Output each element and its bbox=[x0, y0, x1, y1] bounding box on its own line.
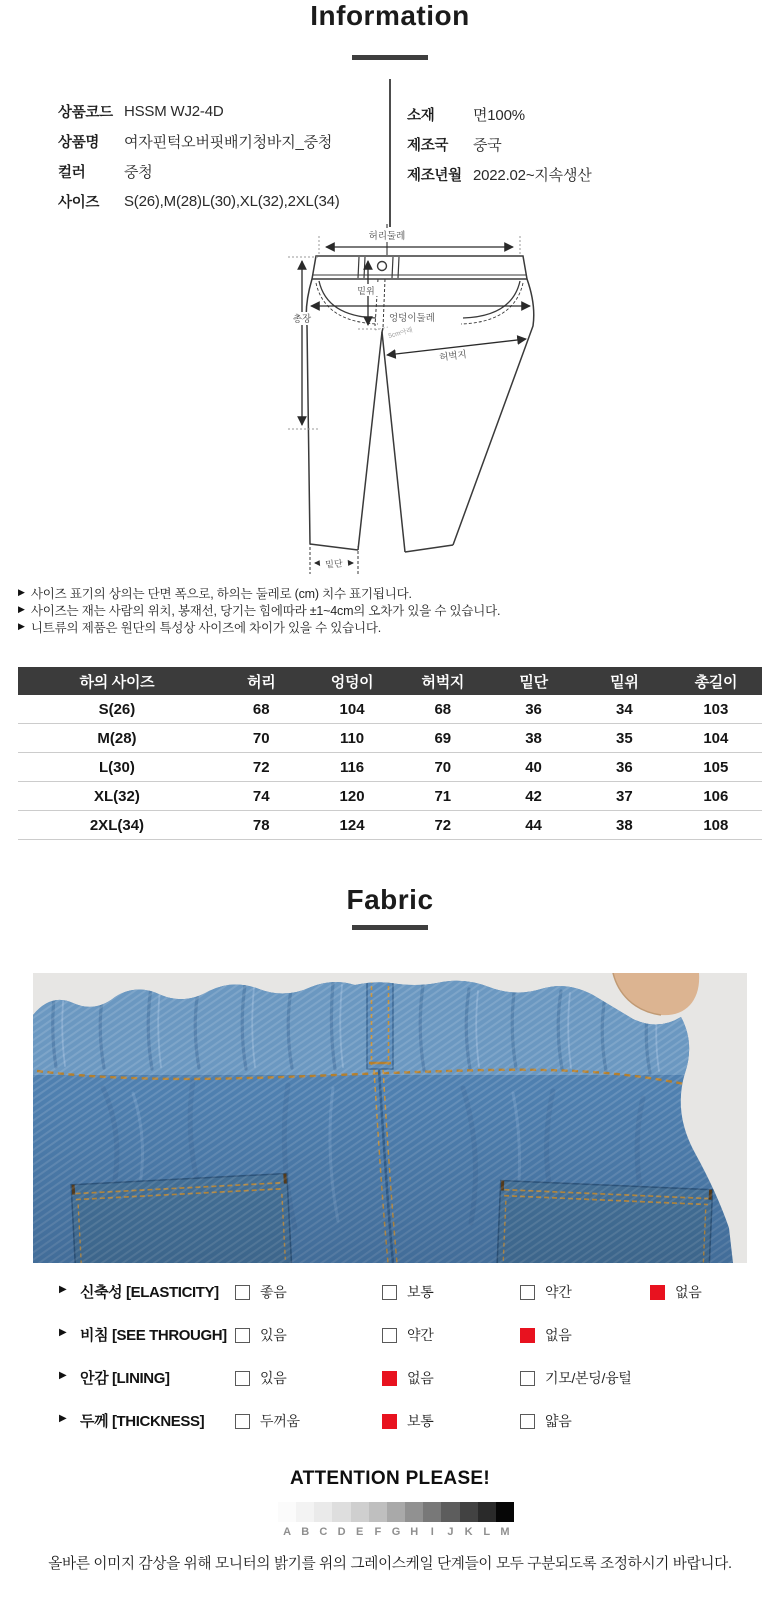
product-info-row bbox=[407, 159, 592, 189]
size-table-cell: 124 bbox=[307, 811, 398, 840]
size-table-row bbox=[18, 753, 762, 782]
size-table-cell: XL(32) bbox=[18, 782, 216, 811]
size-table-cell: 42 bbox=[488, 782, 579, 811]
grayscale-step bbox=[441, 1502, 459, 1522]
grayscale-letter: M bbox=[500, 1526, 510, 1538]
triangle-bullet-icon: ▶ bbox=[18, 621, 25, 631]
fabric-section-title: Fabric bbox=[346, 884, 434, 915]
grayscale-letter: J bbox=[447, 1526, 454, 1538]
size-table-cell: 106 bbox=[670, 782, 762, 811]
grayscale-letters bbox=[278, 1526, 514, 1538]
size-table-cell: L(30) bbox=[18, 753, 216, 782]
grayscale-letter: E bbox=[356, 1526, 364, 1538]
size-table-cell: 38 bbox=[579, 811, 670, 840]
fabric-option-label: 좋음 bbox=[260, 1284, 287, 1300]
product-info-right-column bbox=[407, 99, 592, 189]
fabric-property-row bbox=[0, 1409, 780, 1431]
grayscale-step bbox=[478, 1502, 496, 1522]
product-info-value: 면100% bbox=[473, 106, 525, 124]
checked-box-icon bbox=[520, 1328, 535, 1343]
size-table-cell: 72 bbox=[216, 753, 307, 782]
fabric-option bbox=[382, 1368, 433, 1388]
size-table-cell: 116 bbox=[307, 753, 398, 782]
fabric-option-label: 보통 bbox=[407, 1413, 434, 1429]
fabric-option-label: 없음 bbox=[407, 1370, 434, 1386]
checked-box-icon bbox=[650, 1285, 665, 1300]
information-title-underline bbox=[352, 55, 428, 60]
product-info-label: 제조년월 bbox=[407, 167, 462, 184]
size-table-cell: 36 bbox=[579, 753, 670, 782]
triangle-bullet-icon: ▶ bbox=[59, 1370, 67, 1381]
fabric-option bbox=[382, 1282, 433, 1302]
fabric-option bbox=[520, 1325, 571, 1345]
size-table-cell: 2XL(34) bbox=[18, 811, 216, 840]
size-table-row bbox=[18, 782, 762, 811]
fabric-property-label: 신축성 [ELASTICITY] bbox=[80, 1284, 219, 1301]
diagram-rise-label: 밑위 bbox=[357, 286, 375, 296]
fabric-option bbox=[520, 1411, 571, 1431]
information-section-title: Information bbox=[310, 0, 470, 31]
attention-title: ATTENTION PLEASE! bbox=[289, 1468, 491, 1489]
diagram-hip-note: 5cm아래 bbox=[387, 326, 414, 340]
product-info-row bbox=[58, 156, 340, 186]
size-table-cell: 105 bbox=[670, 753, 762, 782]
fabric-option bbox=[650, 1282, 701, 1302]
size-note-text: 니트류의 제품은 원단의 특성상 사이즈에 차이가 있을 수 있습니다. bbox=[30, 620, 382, 635]
grayscale-letter: K bbox=[464, 1526, 473, 1538]
size-table-header-cell: 허리 bbox=[216, 667, 307, 695]
size-table-cell: 70 bbox=[397, 753, 488, 782]
triangle-bullet-icon: ▶ bbox=[18, 587, 25, 597]
diagram-thigh-label: 허벅지 bbox=[438, 349, 468, 364]
unchecked-box-icon bbox=[235, 1371, 250, 1386]
checked-box-icon bbox=[382, 1371, 397, 1386]
unchecked-box-icon bbox=[235, 1328, 250, 1343]
size-table-cell: 34 bbox=[579, 695, 670, 724]
size-note bbox=[18, 618, 500, 635]
product-info-value: 중청 bbox=[124, 163, 153, 181]
grayscale-letter: F bbox=[374, 1526, 382, 1538]
size-table-row bbox=[18, 724, 762, 753]
grayscale-letter: C bbox=[319, 1526, 328, 1538]
fabric-title-underline bbox=[352, 925, 428, 930]
product-info-label: 상품코드 bbox=[58, 104, 113, 121]
product-info-row bbox=[407, 99, 592, 129]
size-table-cell: 71 bbox=[397, 782, 488, 811]
grayscale-step bbox=[423, 1502, 441, 1522]
size-table-cell: 70 bbox=[216, 724, 307, 753]
fabric-property-row bbox=[0, 1366, 780, 1388]
grayscale-letter: G bbox=[391, 1526, 401, 1538]
size-table-header-row bbox=[18, 667, 762, 695]
size-table-header-cell: 밑단 bbox=[488, 667, 579, 695]
fabric-option-label: 보통 bbox=[407, 1284, 434, 1300]
grayscale-step bbox=[405, 1502, 423, 1522]
fabric-option bbox=[520, 1282, 571, 1302]
size-table-header-cell: 허벅지 bbox=[397, 667, 488, 695]
monitor-calibration-note: 올바른 이미지 감상을 위해 모니터의 밝기를 위의 그레이스케일 단계들이 모두 구분되도록 조정하시기 바랍니다. bbox=[48, 1556, 732, 1572]
grayscale-step bbox=[314, 1502, 332, 1522]
size-table-cell: M(28) bbox=[18, 724, 216, 753]
grayscale-letter: I bbox=[430, 1526, 434, 1538]
product-info-row bbox=[407, 129, 592, 159]
grayscale-bar bbox=[278, 1502, 514, 1522]
product-info-row bbox=[58, 96, 340, 126]
size-table-cell: 44 bbox=[488, 811, 579, 840]
product-info-value: S(26),M(28)L(30),XL(32),2XL(34) bbox=[124, 192, 340, 210]
size-table-header-cell: 엉덩이 bbox=[307, 667, 398, 695]
fabric-property-row bbox=[0, 1280, 780, 1302]
product-info-row bbox=[58, 126, 340, 156]
size-note-text: 사이즈 표기의 상의는 단면 폭으로, 하의는 둘레로 (cm) 치수 표기됩니다. bbox=[30, 586, 412, 601]
size-table-cell: 37 bbox=[579, 782, 670, 811]
grayscale-letter: B bbox=[301, 1526, 310, 1538]
fabric-option bbox=[520, 1368, 632, 1388]
fabric-option-label: 약간 bbox=[407, 1327, 434, 1343]
unchecked-box-icon bbox=[235, 1285, 250, 1300]
size-table-header-cell: 하의 사이즈 bbox=[18, 667, 216, 695]
product-info-label: 소재 bbox=[407, 107, 435, 124]
fabric-property-row bbox=[0, 1323, 780, 1345]
product-info-label: 상품명 bbox=[58, 134, 100, 151]
product-info-row bbox=[58, 186, 340, 216]
size-table-cell: 103 bbox=[670, 695, 762, 724]
triangle-bullet-icon: ▶ bbox=[59, 1413, 67, 1424]
fabric-option-label: 있음 bbox=[260, 1327, 287, 1343]
size-table-cell: 68 bbox=[216, 695, 307, 724]
unchecked-box-icon bbox=[382, 1285, 397, 1300]
fabric-option-label: 있음 bbox=[260, 1370, 287, 1386]
grayscale-step bbox=[369, 1502, 387, 1522]
diagram-hem-label: 밑단 bbox=[324, 558, 344, 570]
product-info-value: 여자핀턱오버핏배기청바지_중청 bbox=[124, 133, 333, 151]
size-table-cell: 74 bbox=[216, 782, 307, 811]
fabric-option bbox=[235, 1411, 300, 1431]
grayscale-step bbox=[278, 1502, 296, 1522]
size-table-cell: 120 bbox=[307, 782, 398, 811]
size-table-cell: 108 bbox=[670, 811, 762, 840]
unchecked-box-icon bbox=[520, 1371, 535, 1386]
product-info-left-column bbox=[58, 96, 340, 216]
grayscale-letter: L bbox=[483, 1526, 491, 1538]
size-table-cell: S(26) bbox=[18, 695, 216, 724]
size-table-cell: 110 bbox=[307, 724, 398, 753]
unchecked-box-icon bbox=[235, 1414, 250, 1429]
fabric-option bbox=[235, 1282, 286, 1302]
triangle-bullet-icon: ▶ bbox=[59, 1284, 67, 1295]
grayscale-step bbox=[296, 1502, 314, 1522]
fabric-property-label: 두께 [THICKNESS] bbox=[80, 1413, 205, 1430]
fabric-option-label: 약간 bbox=[545, 1284, 572, 1300]
unchecked-box-icon bbox=[520, 1285, 535, 1300]
grayscale-step bbox=[351, 1502, 369, 1522]
product-info-value: 중국 bbox=[473, 136, 502, 154]
size-table-cell: 68 bbox=[397, 695, 488, 724]
fabric-option-label: 기모/본딩/융털 bbox=[545, 1370, 632, 1386]
diagram-length-label: 총장 bbox=[292, 314, 312, 325]
size-table-row bbox=[18, 695, 762, 724]
fabric-option bbox=[382, 1411, 433, 1431]
grayscale-step bbox=[460, 1502, 478, 1522]
unchecked-box-icon bbox=[520, 1414, 535, 1429]
checked-box-icon bbox=[382, 1414, 397, 1429]
size-note bbox=[18, 601, 500, 618]
product-info-label: 컬러 bbox=[58, 164, 86, 181]
size-table-header-cell: 총길이 bbox=[670, 667, 762, 695]
fabric-option bbox=[382, 1325, 433, 1345]
size-table bbox=[18, 667, 762, 840]
fabric-property-label: 비침 [SEE THROUGH] bbox=[80, 1327, 227, 1344]
grayscale-letter: H bbox=[410, 1526, 419, 1538]
size-table-cell: 38 bbox=[488, 724, 579, 753]
size-table-cell: 35 bbox=[579, 724, 670, 753]
fabric-property-label: 안감 [LINING] bbox=[80, 1370, 170, 1387]
size-table-cell: 72 bbox=[397, 811, 488, 840]
fabric-option-label: 얇음 bbox=[545, 1413, 572, 1429]
diagram-waist-label: 허리둘레 bbox=[368, 231, 406, 242]
grayscale-step bbox=[387, 1502, 405, 1522]
size-table-cell: 69 bbox=[397, 724, 488, 753]
size-table-row bbox=[18, 811, 762, 840]
product-info-value: 2022.02~지속생산 bbox=[473, 166, 592, 184]
fabric-option-label: 없음 bbox=[675, 1284, 702, 1300]
grayscale-letter: D bbox=[337, 1526, 346, 1538]
diagram-hip-label: 엉덩이둘레 bbox=[389, 313, 435, 324]
product-info-label: 사이즈 bbox=[58, 194, 100, 211]
pants-measurement-diagram bbox=[262, 224, 574, 576]
size-note bbox=[18, 584, 500, 601]
fabric-option-label: 두꺼움 bbox=[260, 1413, 300, 1429]
fabric-option bbox=[235, 1368, 286, 1388]
triangle-bullet-icon: ▶ bbox=[18, 604, 25, 614]
fabric-photo bbox=[33, 973, 747, 1263]
grayscale-step bbox=[332, 1502, 350, 1522]
size-note-text: 사이즈는 재는 사람의 위치, 봉재선, 당기는 힘에따라 ±1~4cm의 오차가 있을 수 있습니다. bbox=[30, 603, 501, 618]
info-column-divider bbox=[389, 79, 391, 227]
size-table-cell: 104 bbox=[670, 724, 762, 753]
product-info-value: HSSM WJ2-4D bbox=[124, 102, 224, 120]
grayscale-step bbox=[496, 1502, 514, 1522]
size-table-cell: 36 bbox=[488, 695, 579, 724]
grayscale-letter: A bbox=[283, 1526, 292, 1538]
unchecked-box-icon bbox=[382, 1328, 397, 1343]
triangle-bullet-icon: ▶ bbox=[59, 1327, 67, 1338]
fabric-option-label: 없음 bbox=[545, 1327, 572, 1343]
size-table-cell: 78 bbox=[216, 811, 307, 840]
fabric-option bbox=[235, 1325, 286, 1345]
size-table-cell: 104 bbox=[307, 695, 398, 724]
size-notes bbox=[18, 584, 500, 635]
size-table-cell: 40 bbox=[488, 753, 579, 782]
size-table-header-cell: 밑위 bbox=[579, 667, 670, 695]
product-info-label: 제조국 bbox=[407, 137, 449, 154]
